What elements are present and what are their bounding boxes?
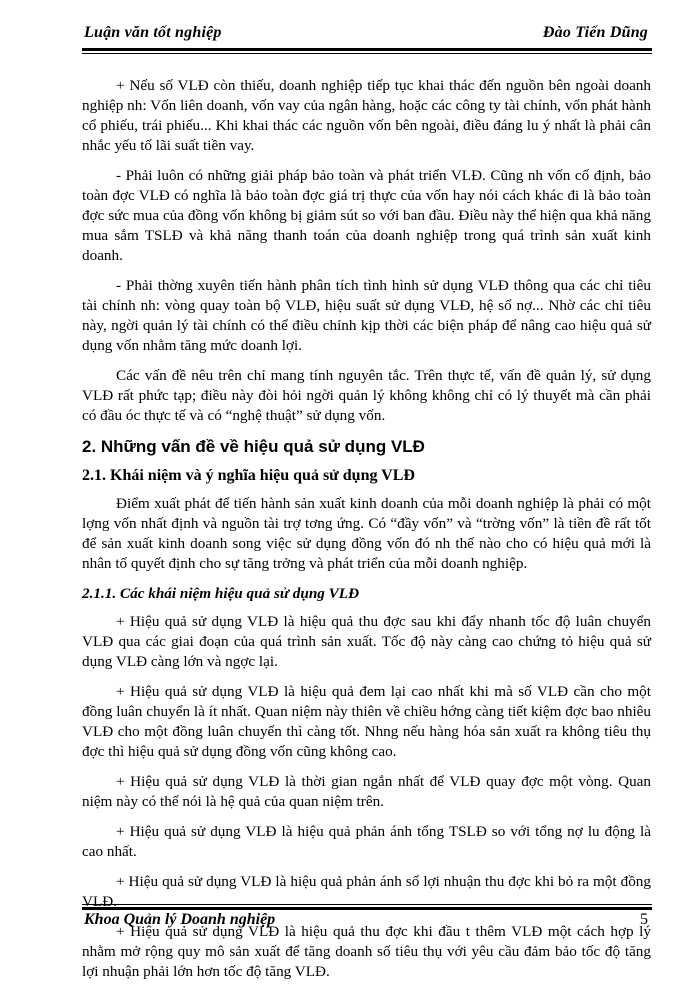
page-body xyxy=(82,76,651,992)
definition-item: + Hiệu quả sử dụng VLĐ là hiệu quả thu đợc khi đầu t thêm VLĐ một cách hợp lý nhằm mở rộng quy mô sản xuất để tăng doanh số tiêu thụ với yêu cầu đảm bảo tốc độ tăng lợi nhuận phải lớn hơn tốc độ tăng VLĐ. xyxy=(82,923,651,980)
footer-rule xyxy=(82,904,652,910)
page-footer xyxy=(82,904,652,934)
page-number: 5 xyxy=(640,911,648,928)
section-heading-2-1-1: 2.1.1. Các khái niệm hiệu quả sử dụng VLĐ xyxy=(82,585,360,602)
page-header xyxy=(82,22,652,50)
definition-item: + Hiệu quả sử dụng VLĐ là hiệu quả phản ánh số lợi nhuận thu đợc khi bỏ ra một đồng VLĐ. xyxy=(82,873,651,910)
section-heading-2: 2. Những vấn đề về hiệu quả sử dụng VLĐ xyxy=(82,437,425,456)
footer-faculty: Khoa Quản lý Doanh nghiệp xyxy=(84,911,276,928)
header-rule xyxy=(82,48,652,54)
section-heading-2-1: 2.1. Khái niệm và ý nghĩa hiệu quả sử dụng VLĐ xyxy=(82,467,415,484)
header-thesis-title: Luận văn tốt nghiệp xyxy=(84,24,222,41)
definition-item: + Hiệu quả sử dụng VLĐ là hiệu quả phản ánh tổng TSLĐ so với tổng nợ lu động là cao nhất. xyxy=(82,823,651,860)
definition-item: + Hiệu quả sử dụng VLĐ là hiệu quả đem lại cao nhất khi mà số VLĐ cần cho một đồng luân chuyển là ít nhất. Quan niệm này thiên về chiều hớng càng tiết kiệm đợc bao nhiêu VLĐ cho một đồng luân chuyển thì càng tốt. Nhng nếu hàng hóa sản xuất ra không tiêu thụ đợc thì hiệu quả sử dụng đồng vốn cũng không cao. xyxy=(82,683,651,760)
paragraph-preserve-capital: - Phải luôn có những giải pháp bảo toàn và phát triển VLĐ. Cũng nh vốn cố định, bảo toàn đợc VLĐ có nghĩa là bảo toàn đợc giá trị thực của vốn hay nói cách khác đi là bảo toàn đợc sức mua của đồng vốn không bị giảm sút so với ban đầu. Điều này thể hiện qua khả năng mua sắm TSLĐ và khả năng thanh toán của doanh nghiệp trong quá trình sản xuất kinh doanh. xyxy=(82,167,651,264)
paragraph-principles: Các vấn đề nêu trên chỉ mang tính nguyên tắc. Trên thực tế, vấn đề quản lý, sử dụng VLĐ rất phức tạp; điều này đòi hỏi ngời quản lý không không chỉ có lý thuyết mà cần phải có đầu óc thực tế và có “nghệ thuật” sử dụng vốn. xyxy=(82,367,651,424)
header-author-name: Đào Tiến Dũng xyxy=(542,24,648,41)
paragraph-financial-analysis: - Phải thờng xuyên tiến hành phân tích tình hình sử dụng VLĐ thông qua các chỉ tiêu tài chính nh: vòng quay toàn bộ VLĐ, hiệu suất sử dụng VLĐ, hệ số nợ... Nhờ các chỉ tiêu này, ngời quản lý tài chính có thể điều chỉnh kịp thời các biện pháp để nâng cao hiệu quả sử dụng vốn nhằm tăng mức doanh lợi. xyxy=(82,277,651,354)
paragraph-starting-point: Điểm xuất phát để tiến hành sản xuất kinh doanh của mỗi doanh nghiệp là phải có một lợng vốn nhất định và nguồn tài trợ tơng ứng. Có “đầy vốn” và “trờng vốn” là tiền đề rất tốt để sản xuất kinh doanh song việc sử dụng đồng vốn đó nh thế nào cho có hiệu quả mới là nhân tố quyết định cho sự tăng trởng và phát triển của mỗi doanh nghiệp. xyxy=(82,495,651,572)
paragraph-external-sources: + Nếu số VLĐ còn thiếu, doanh nghiệp tiếp tục khai thác đến nguồn bên ngoài doanh nghiệp nh: Vốn liên doanh, vốn vay của ngân hàng, hoặc các công ty tài chính, vốn phát hành cổ phiếu, trái phiếu... Khi khai thác các nguồn vốn bên ngoài, điều đáng lu ý nhất là phải cân nhắc yếu tố lãi suất tiền vay. xyxy=(82,77,651,154)
definition-item: + Hiệu quả sử dụng VLĐ là thời gian ngắn nhất để VLĐ quay đợc một vòng. Quan niệm này có thể nói là hệ quả của quan niệm trên. xyxy=(82,773,651,810)
definition-item: + Hiệu quả sử dụng VLĐ là hiệu quả thu đợc sau khi đẩy nhanh tốc độ luân chuyển VLĐ qua các giai đoạn của quá trình sản xuất. Tốc độ này càng cao chứng tỏ hiệu quả sử dụng VLĐ càng lớn và ngợc lại. xyxy=(82,613,651,670)
